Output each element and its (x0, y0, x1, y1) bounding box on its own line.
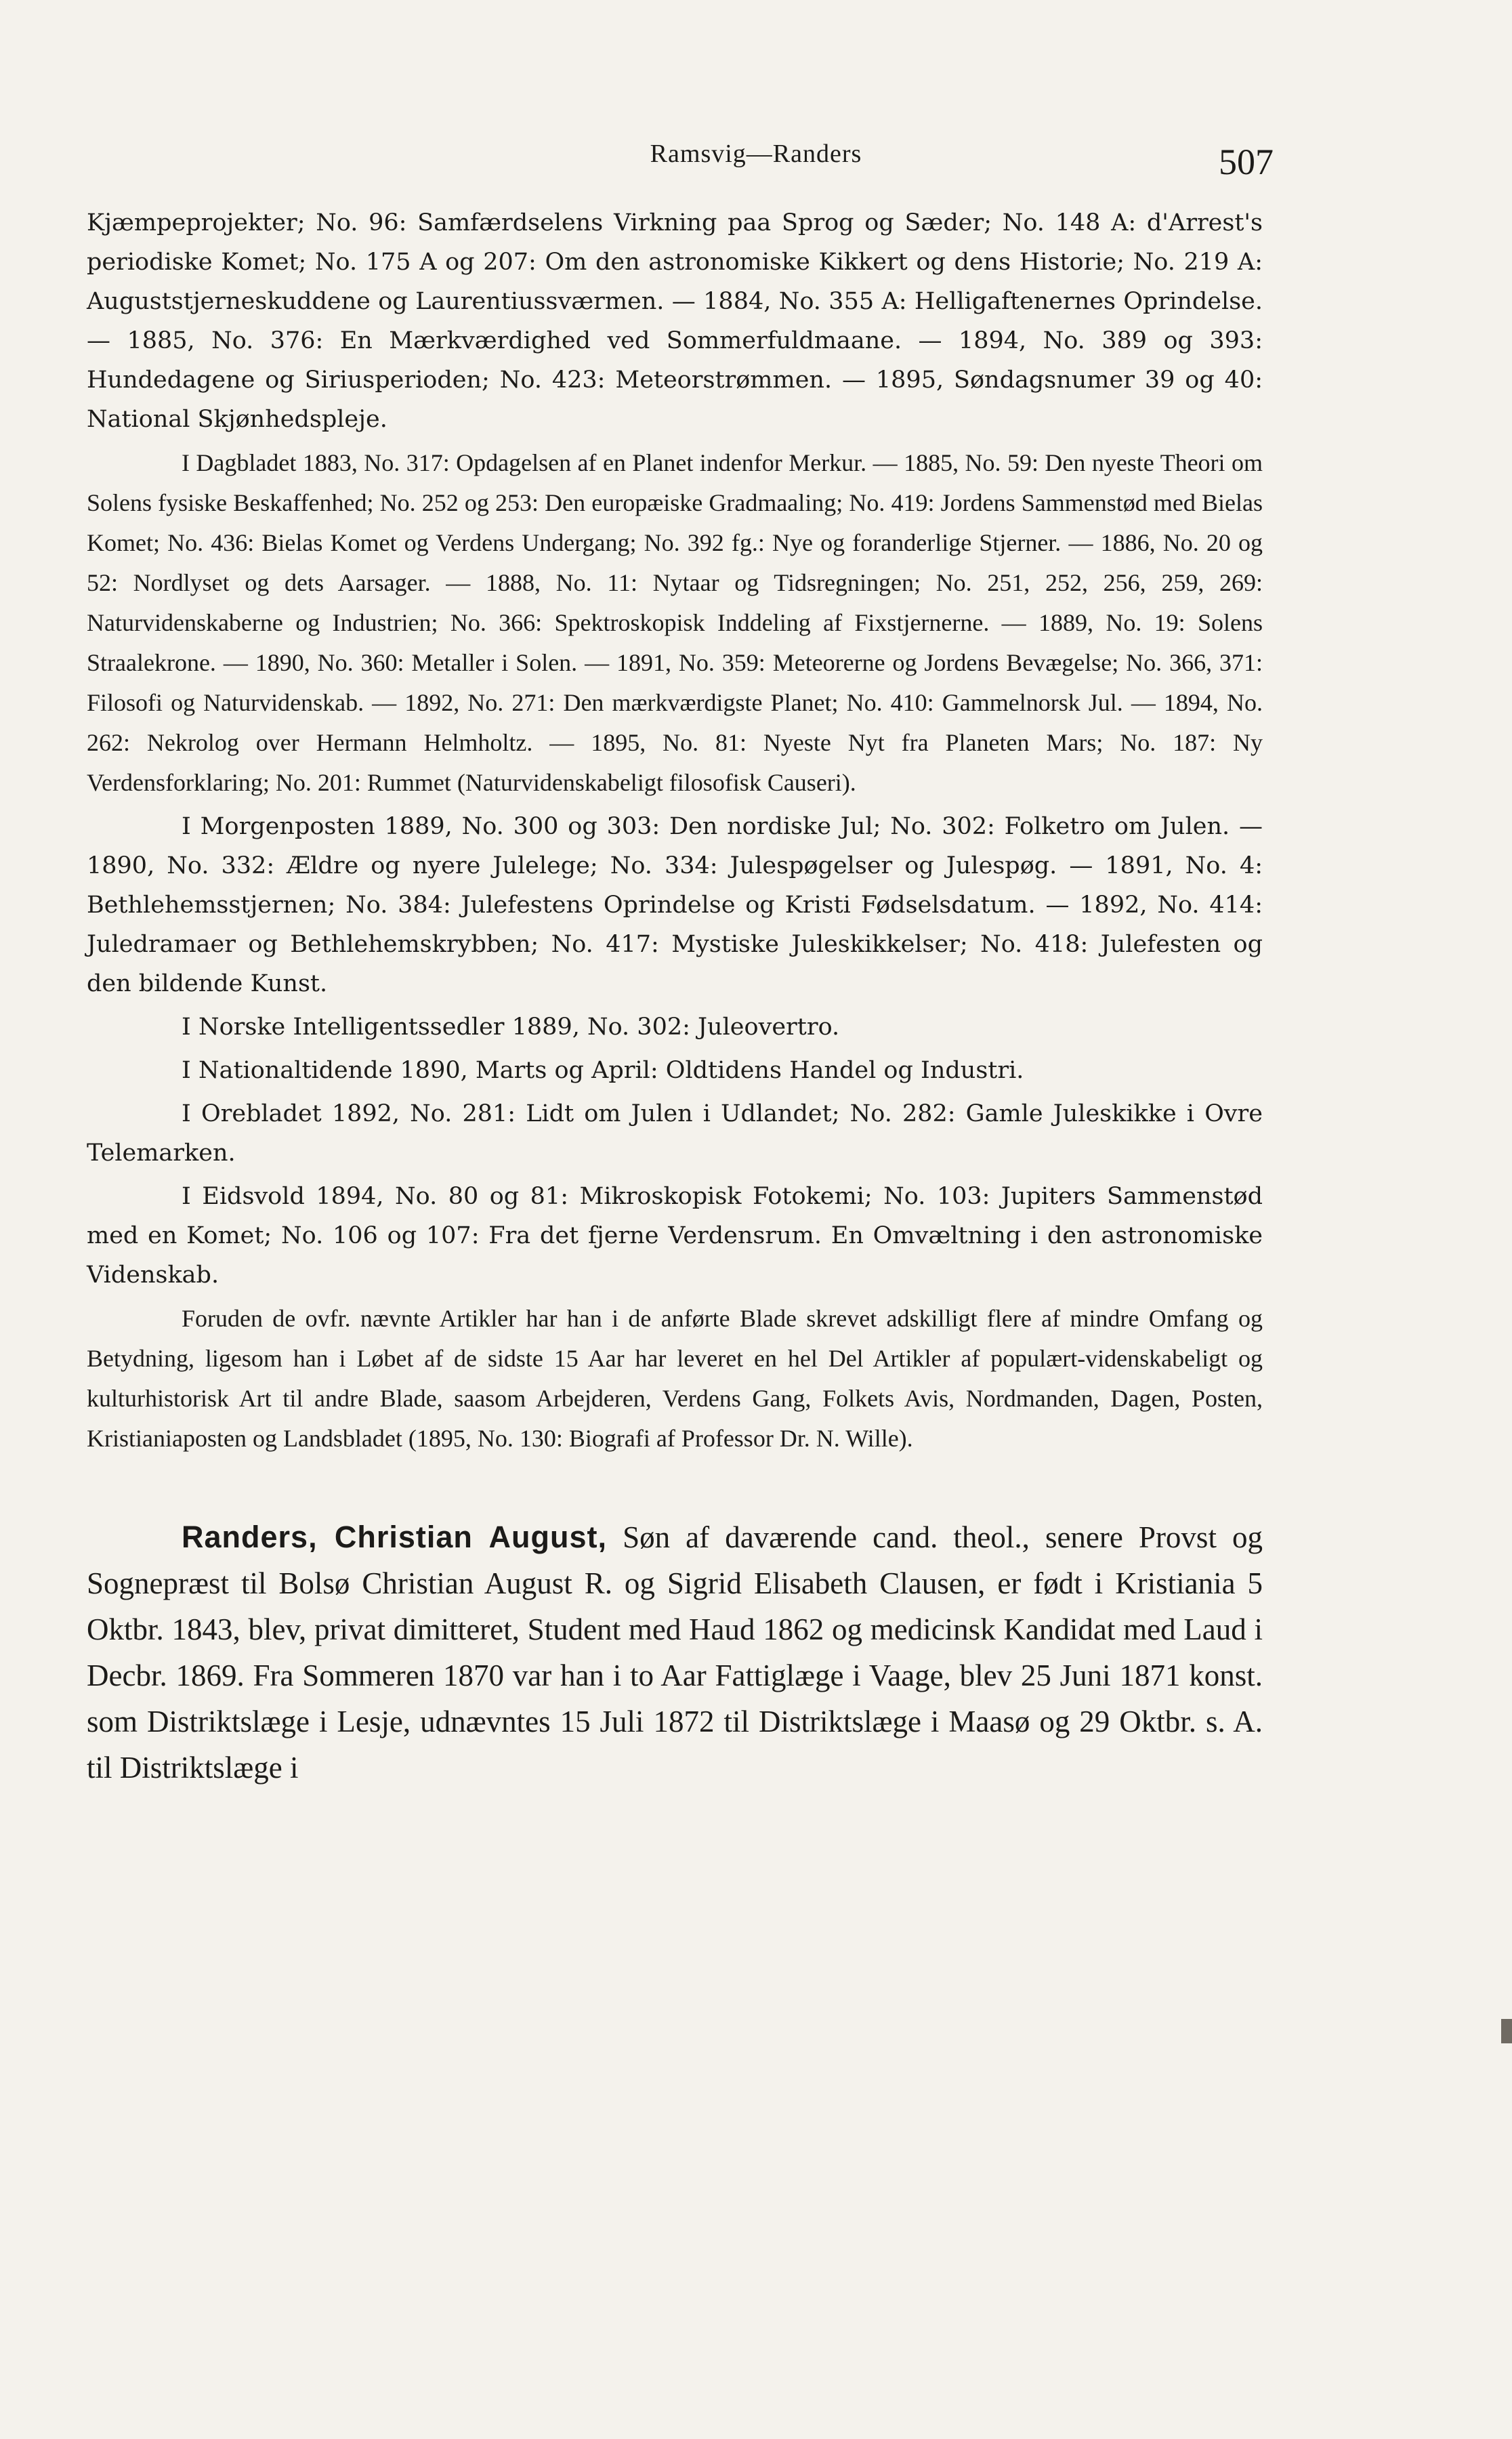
entry-nationaltidende: I Nationaltidende 1890, Marts og April: Oldtidens Handel og Industri. (182, 1057, 1024, 1084)
biography-name: Randers, Christian August, (182, 1520, 608, 1554)
entry-morgenposten: I Morgenposten 1889, No. 300 og 303: Den nordiske Jul; No. 302: Folketro om Julen. — 1890, No. 332: Ældre og nyere Julelege; No. 334: Julespøgelser og Julespøg. — 1891, No. 4: Bethlehemsstjernen; No. 384: Julefestens Oprindelse og Kristi Fødselsdatum. — 1892, No. 414: Juledramaer og Bethlehemskrybben; No. 417: Mystiske Juleskikkelser; No. 418: Julefesten og den bildende Kunst. (87, 813, 1263, 997)
entry-norske-intelligentssedler: I Norske Intelligentssedler 1889, No. 302: Juleovertro. (182, 1014, 840, 1041)
entry-other-articles: Foruden de ovfr. nævnte Artikler har han i de anførte Blade skrevet adskilligt flere af mindre Omfang og Betydning, ligesom han i Løbet af de sidste 15 Aar har leveret en hel Del Artikler af populært-videnskabeligt og kulturhistorisk Art til andre Blade, saasom Arbejderen, Verdens Gang, Folkets Avis, Nordmanden, Dagen, Posten, Kristianiaposten og Landsbladet (1895, No. 130: Biografi af Professor Dr. N. Wille). (87, 1305, 1263, 1452)
biography-randers (87, 1514, 1263, 1791)
text-column (87, 203, 1263, 1795)
entry-aftenposten-continued: Kjæmpeprojekter; No. 96: Samfærdselens Virkning paa Sprog og Sæder; No. 148 A: d'Arrest's periodiske Komet; No. 175 A og 207: Om den astronomiske Kikkert og dens Historie; No. 219 A: Auguststjerneskuddene og Laurentiussværmen. — 1884, No. 355 A: Helligaftenernes Oprindelse. — 1885, No. 376: En Mærkværdighed ved Sommerfuldmaane. — 1894, No. 389 og 393: Hundedagene og Siriusperioden; No. 423: Meteorstrømmen. — 1895, Søndagsnumer 39 og 40: National Skjønhedspleje. (87, 209, 1263, 433)
entry-dagbladet: I Dagbladet 1883, No. 317: Opdagelsen af en Planet indenfor Merkur. — 1885, No. 59: Den nyeste Theori om Solens fysiske Beskaffenhed; No. 252 og 253: Den europæiske Gradmaaling; No. 419: Jordens Sammenstød med Bielas Komet; No. 436: Bielas Komet og Verdens Undergang; No. 392 fg.: Nye og foranderlige Stjerner. — 1886, No. 20 og 52: Nordlyset og dets Aarsager. — 1888, No. 11: Nytaar og Tidsregningen; No. 251, 252, 256, 259, 269: Naturvidenskaberne og Industrien; No. 366: Spektroskopisk Inddeling af Fixstjernerne. — 1889, No. 19: Solens Straalekrone. — 1890, No. 360: Metaller i Solen. — 1891, No. 359: Meteorerne og Jordens Bevægelse; No. 366, 371: Filosofi og Naturvidenskab. — 1892, No. 271: Den mærkværdigste Planet; No. 410: Gammelnorsk Jul. — 1894, No. 262: Nekrolog over Hermann Helmholtz. — 1895, No. 81: Nyeste Nyt fra Planeten Mars; No. 187: Ny Verdensforklaring; No. 201: Rummet (Naturvidenskabeligt filosofisk Causeri). (87, 449, 1263, 796)
entry-orebladet: I Orebladet 1892, No. 281: Lidt om Julen i Udlandet; No. 282: Gamle Juleskikke i Ovre Telemarken. (87, 1100, 1263, 1167)
page-number: 507 (1219, 142, 1274, 182)
page-edge-mark (1501, 2019, 1512, 2043)
running-title: Ramsvig—Randers (650, 140, 862, 168)
biography-text: Søn af daværende cand. theol., senere Provst og Sognepræst til Bolsø Christian August R. og Sigrid Elisabeth Clausen, er født i Kristiania 5 Oktbr. 1843, blev, privat dimitteret, Student med Haud 1862 og medicinsk Kandidat med Laud i Decbr. 1869. Fra Sommeren 1870 var han i to Aar Fattiglæge i Vaage, blev 25 Juni 1871 konst. som Distriktslæge i Lesje, udnævntes 15 Juli 1872 til Distriktslæge i Maasø og 29 Oktbr. s. A. til Distriktslæge i (87, 1520, 1263, 1785)
entry-eidsvold: I Eidsvold 1894, No. 80 og 81: Mikroskopisk Fotokemi; No. 103: Jupiters Sammenstød med en Komet; No. 106 og 107: Fra det fjerne Verdensrum. En Omvæltning i den astronomiske Videnskab. (87, 1183, 1263, 1289)
